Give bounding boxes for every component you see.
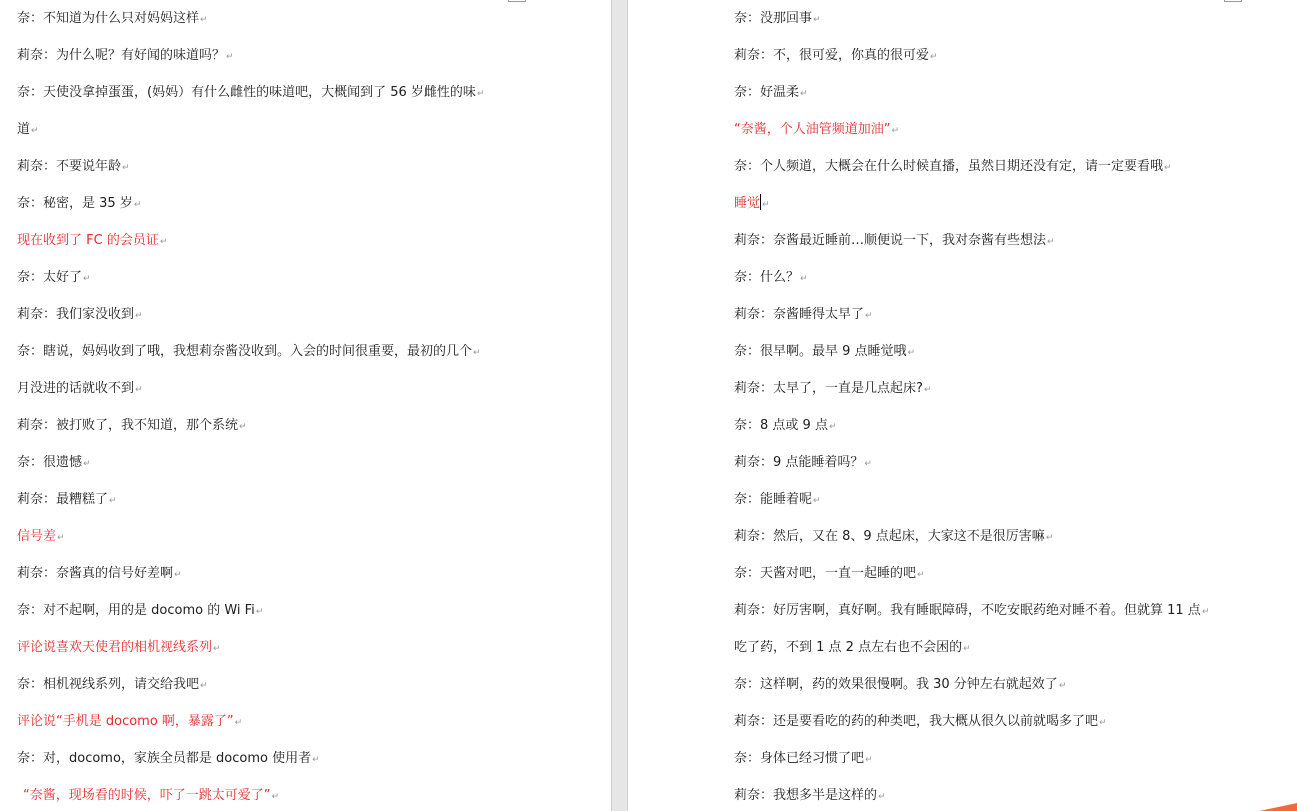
paragraph-line[interactable] [734,481,1209,518]
paragraph-mark-icon: ↵ [83,274,91,284]
paragraph-text: “奈酱，现场看的时候，吓了一跳太可爱了” [23,788,271,803]
paragraph-text: 莉奈：最糟糕了 [17,492,109,507]
paragraph-text: 莉奈：奈酱真的信号好差啊 [17,566,174,581]
paragraph-text: 奈：天酱对吧，一直一起睡的吧 [734,566,917,581]
paragraph-mark-icon: ↵ [135,385,143,395]
paragraph-text: 莉奈：我想多半是这样的 [734,788,878,803]
paragraph-mark-icon: ↵ [865,755,873,765]
paragraph-line[interactable] [17,629,484,666]
paragraph-text: 奈：身体已经习惯了吧 [734,751,865,766]
paragraph-mark-icon: ↵ [963,644,971,654]
paragraph-line[interactable] [734,370,1209,407]
paragraph-mark-icon: ↵ [891,126,900,136]
paragraph-list [17,0,484,811]
paragraph-mark-icon: ↵ [122,163,130,173]
paragraph-text: 奈：能睡着呢 [734,492,813,507]
paragraph-line[interactable] [17,259,484,296]
paragraph-mark-icon: ↵ [174,570,182,580]
paragraph-text: 奈：不知道为什么只对妈妈这样 [17,11,200,26]
paragraph-mark-icon: ↵ [159,237,168,247]
paragraph-mark-icon: ↵ [813,15,821,25]
paragraph-mark-icon: ↵ [135,311,143,321]
paragraph-text: 评论说“手机是 docomo 啊，暴露了” [17,714,234,729]
paragraph-line[interactable] [17,592,484,629]
paragraph-mark-icon: ↵ [762,200,770,210]
paragraph-line[interactable] [17,296,484,333]
paragraph-line[interactable] [17,111,484,148]
paragraph-line[interactable] [734,185,1209,222]
paragraph-text: 莉奈：9 点能睡着吗？ [734,455,864,470]
paragraph-mark-icon: ↵ [1099,718,1107,728]
paragraph-mark-icon: ↵ [1047,237,1055,247]
paragraph-text: 奈：这样啊，药的效果很慢啊。我 30 分钟左右就起效了 [734,677,1058,692]
paragraph-text: 莉奈：太早了，一直是几点起床? [734,381,923,396]
orange-corner-decoration [1251,803,1297,811]
paragraph-line[interactable] [734,37,1209,74]
paragraph-mark-icon: ↵ [31,126,39,136]
paragraph-line[interactable] [734,555,1209,592]
paragraph-text: 莉奈：还是要看吃的药的种类吧，我大概从很久以前就喝多了吧 [734,714,1099,729]
page-gutter [611,0,628,811]
paragraph-line[interactable] [17,148,484,185]
paragraph-mark-icon: ↵ [239,422,247,432]
paragraph-text: 奈：秘密，是 35 岁 [17,196,133,211]
paragraph-mark-icon: ↵ [312,755,320,765]
paragraph-line[interactable] [734,0,1209,37]
paragraph-line[interactable] [17,777,484,811]
paragraph-mark-icon: ↵ [271,792,280,802]
paragraph-line[interactable] [17,370,484,407]
paragraph-text: 现在收到了 FC 的会员证 [17,233,159,248]
paragraph-text: 奈：好温柔 [734,85,800,100]
paragraph-mark-icon: ↵ [200,681,208,691]
paragraph-text: 奈：个人频道，大概会在什么时候直播，虽然日期还没有定，请一定要看哦 [734,159,1164,174]
paragraph-mark-icon: ↵ [83,459,91,469]
paragraph-mark-icon: ↵ [813,496,821,506]
paragraph-text: 莉奈：我们家没收到 [17,307,135,322]
paragraph-line[interactable] [17,74,484,111]
paragraph-line[interactable] [17,518,484,555]
paragraph-line[interactable] [17,37,484,74]
paragraph-mark-icon: ↵ [109,496,117,506]
paragraph-line[interactable] [734,74,1209,111]
paragraph-line[interactable] [17,185,484,222]
paragraph-text: 莉奈：被打败了，我不知道，那个系统 [17,418,239,433]
paragraph-line[interactable] [17,333,484,370]
paragraph-mark-icon: ↵ [907,348,916,358]
paragraph-mark-icon: ↵ [234,718,243,728]
paragraph-line[interactable] [734,407,1209,444]
paragraph-text: 奈：天使没拿掉蛋蛋，(妈妈）有什么雌性的味道吧，大概闻到了 56 岁雌性的味 [17,85,476,100]
document-page-left[interactable] [0,0,611,811]
paragraph-mark-icon: ↵ [1164,163,1172,173]
paragraph-mark-icon: ↵ [800,89,808,99]
document-page-right[interactable] [628,0,1297,811]
paragraph-mark-icon: ↵ [800,274,808,284]
paragraph-line[interactable] [734,666,1209,703]
paragraph-mark-icon: ↵ [473,348,481,358]
paragraph-mark-icon: ↵ [476,89,485,99]
margin-corner-mark [1224,0,1242,2]
text-cursor [760,194,761,210]
paragraph-text: 吃了药，不到 1 点 2 点左右也不会困的 [734,640,963,655]
paragraph-line[interactable] [734,222,1209,259]
paragraph-text: 评论说喜欢天使君的相机视线系列 [17,640,213,655]
paragraph-line[interactable] [17,703,484,740]
paragraph-text: 莉奈：为什么呢？有好闻的味道吗？ [17,48,226,63]
margin-corner-mark [508,0,526,2]
paragraph-mark-icon: ↵ [865,311,873,321]
paragraph-text: 莉奈：奈酱最近睡前…顺便说一下，我对奈酱有些想法 [734,233,1047,248]
paragraph-text: 奈：8 点或 9 点 [734,418,828,433]
paragraph-text: 奈：太好了 [17,270,83,285]
paragraph-mark-icon: ↵ [864,459,872,469]
paragraph-mark-icon: ↵ [878,792,886,802]
paragraph-line[interactable] [734,444,1209,481]
paragraph-mark-icon: ↵ [1201,607,1210,617]
paragraph-text: 奈：相机视线系列，请交给我吧 [17,677,200,692]
paragraph-mark-icon: ↵ [930,52,938,62]
paragraph-list [734,0,1209,811]
paragraph-text: 莉奈：不，很可爱，你真的很可爱 [734,48,930,63]
paragraph-line[interactable] [17,407,484,444]
paragraph-line[interactable] [734,777,1209,811]
paragraph-text: 莉奈：奈酱睡得太早了 [734,307,865,322]
paragraph-text: 道 [17,122,31,137]
paragraph-mark-icon: ↵ [57,533,65,543]
paragraph-text: 信号差 [17,529,57,544]
paragraph-mark-icon: ↵ [1045,533,1054,543]
paragraph-text: 奈：对不起啊，用的是 docomo 的 Wi Fi [17,603,255,618]
paragraph-mark-icon: ↵ [828,422,837,432]
paragraph-text: 奈：没那回事 [734,11,813,26]
paragraph-line[interactable] [17,555,484,592]
paragraph-line[interactable] [734,296,1209,333]
paragraph-text: 睡觉 [734,196,761,211]
paragraph-text: “奈酱，个人油管频道加油” [734,122,891,137]
paragraph-mark-icon: ↵ [255,607,264,617]
paragraph-mark-icon: ↵ [226,52,234,62]
paragraph-text: 月没进的话就收不到 [17,381,135,396]
paragraph-text: 奈：什么？ [734,270,800,285]
paragraph-mark-icon: ↵ [213,644,221,654]
paragraph-line[interactable] [17,740,484,777]
paragraph-line[interactable] [734,592,1209,629]
paragraph-line[interactable] [17,444,484,481]
paragraph-mark-icon: ↵ [200,15,208,25]
paragraph-mark-icon: ↵ [917,570,925,580]
paragraph-line[interactable] [734,111,1209,148]
paragraph-mark-icon: ↵ [133,200,142,210]
paragraph-text: 奈：很遗憾 [17,455,83,470]
paragraph-line[interactable] [17,666,484,703]
paragraph-line[interactable] [734,518,1209,555]
paragraph-line[interactable] [734,703,1209,740]
paragraph-line[interactable] [734,333,1209,370]
paragraph-text: 奈：瞎说，妈妈收到了哦，我想莉奈酱没收到。入会的时间很重要，最初的几个 [17,344,473,359]
paragraph-text: 莉奈：好厉害啊，真好啊。我有睡眠障碍，不吃安眠药绝对睡不着。但就算 11 点 [734,603,1201,618]
paragraph-text: 奈：很早啊。最早 9 点睡觉哦 [734,344,907,359]
paragraph-line[interactable] [17,0,484,37]
paragraph-text: 奈：对，docomo，家族全员都是 docomo 使用者 [17,751,312,766]
paragraph-line[interactable] [734,148,1209,185]
paragraph-line[interactable] [734,629,1209,666]
paragraph-text: 莉奈：不要说年龄 [17,159,122,174]
paragraph-mark-icon: ↵ [1058,681,1067,691]
paragraph-line[interactable] [17,222,484,259]
paragraph-line[interactable] [734,740,1209,777]
paragraph-mark-icon: ↵ [923,385,932,395]
paragraph-line[interactable] [734,259,1209,296]
paragraph-text: 莉奈：然后，又在 8、9 点起床，大家这不是很厉害嘛 [734,529,1045,544]
paragraph-line[interactable] [17,481,484,518]
